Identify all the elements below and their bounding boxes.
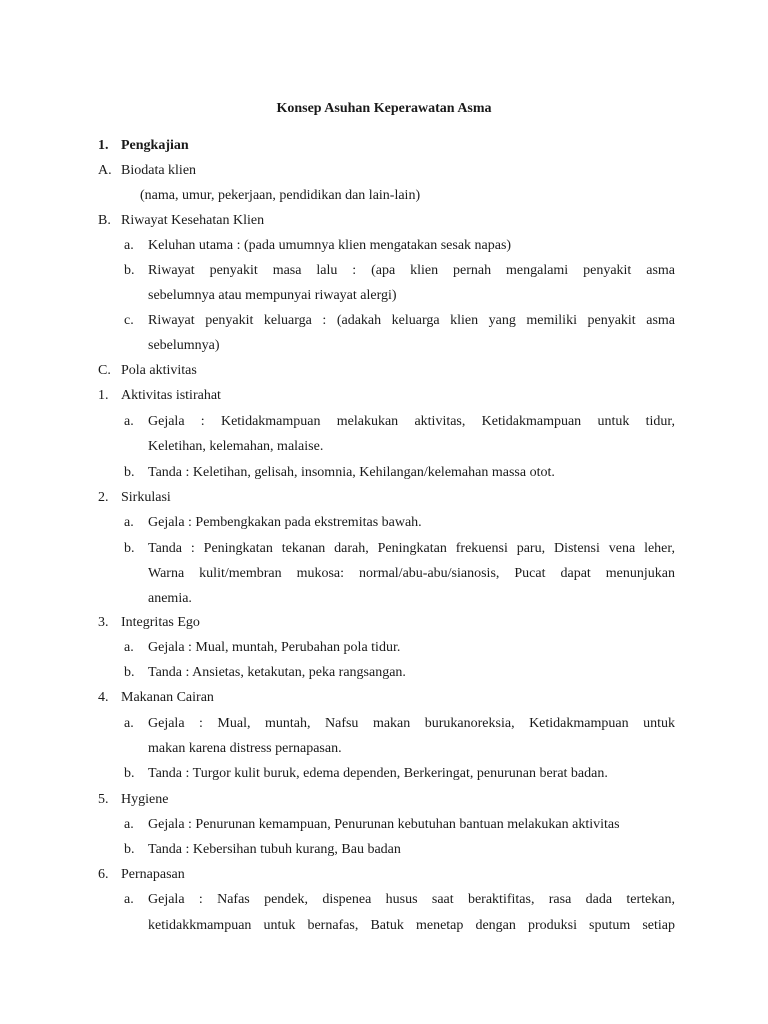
line-text: anemia. [148,591,192,606]
list-marker: a. [124,515,134,530]
list-marker: a. [124,238,134,253]
line-text: Keletihan, kelemahan, malaise. [148,439,324,454]
list-marker: b. [124,263,135,278]
line-text: Integritas Ego [121,615,200,630]
line-text: Biodata klien [121,163,197,178]
list-marker: b. [124,665,135,680]
line-text: Riwayat penyakit masa lalu : (apa klien pernah mengalami penyakit asma [148,263,675,278]
line-text: ketidakkmampuan untuk bernafas, Batuk menetap dengan produksi sputum setiap [148,918,675,933]
line-text: Warna kulit/membran mukosa: normal/abu-abu/sianosis, Pucat dapat menunjukan [148,566,675,581]
line-text: sebelumnya atau mempunyai riwayat alergi) [148,288,397,303]
list-marker: 1. [98,388,109,403]
line-text: Gejala : Mual, muntah, Nafsu makan burukanoreksia, Ketidakmampuan untuk [148,716,675,731]
line-text: Hygiene [121,792,169,807]
line-text: makan karena distress pernapasan. [148,741,342,756]
list-marker: C. [98,363,111,378]
line-text: Tanda : Peningkatan tekanan darah, Peningkatan frekuensi paru, Distensi vena leher, [148,541,675,556]
line-text: sebelumnya) [148,338,220,353]
list-marker: 3. [98,615,109,630]
list-marker: a. [124,414,134,429]
line-text: Tanda : Keletihan, gelisah, insomnia, Kehilangan/kelemahan massa otot. [148,465,555,480]
list-marker: 2. [98,490,109,505]
list-marker: b. [124,465,135,480]
line-text: Pola aktivitas [121,363,197,378]
list-marker: a. [124,817,134,832]
line-text: Pernapasan [121,867,185,882]
list-marker: 6. [98,867,109,882]
line-text: (nama, umur, pekerjaan, pendidikan dan lain-lain) [140,188,421,203]
line-text: Tanda : Turgor kulit buruk, edema dependen, Berkeringat, penurunan berat badan. [148,766,608,781]
line-text: Tanda : Kebersihan tubuh kurang, Bau badan [148,842,401,857]
document-title: Konsep Asuhan Keperawatan Asma [276,101,492,116]
line-text: Gejala : Ketidakmampuan melakukan aktivitas, Ketidakmampuan untuk tidur, [148,414,675,429]
line-text: Aktivitas istirahat [121,388,221,403]
section-heading: Pengkajian [121,138,189,153]
list-marker: b. [124,541,135,556]
line-text: Gejala : Mual, muntah, Perubahan pola tidur. [148,640,401,655]
line-text: Gejala : Nafas pendek, dispenea husus saat beraktifitas, rasa dada tertekan, [148,892,675,907]
line-text: Gejala : Penurunan kemampuan, Penurunan kebutuhan bantuan melakukan aktivitas [148,817,620,832]
list-marker: c. [124,313,134,328]
list-marker: 1. [98,138,109,153]
list-marker: a. [124,892,134,907]
list-marker: b. [124,766,135,781]
line-text: Riwayat Kesehatan Klien [121,213,265,228]
list-marker: a. [124,640,134,655]
list-marker: 4. [98,690,109,705]
line-text: Makanan Cairan [121,690,214,705]
line-text: Riwayat penyakit keluarga : (adakah keluarga klien yang memiliki penyakit asma [148,313,675,328]
line-text: Tanda : Ansietas, ketakutan, peka rangsangan. [148,665,406,680]
list-marker: b. [124,842,135,857]
list-marker: B. [98,213,111,228]
list-marker: 5. [98,792,109,807]
list-marker: a. [124,716,134,731]
line-text: Gejala : Pembengkakan pada ekstremitas bawah. [148,515,422,530]
line-text: Sirkulasi [121,490,171,505]
list-marker: A. [98,163,112,178]
line-text: Keluhan utama : (pada umumnya klien mengatakan sesak napas) [148,238,512,253]
